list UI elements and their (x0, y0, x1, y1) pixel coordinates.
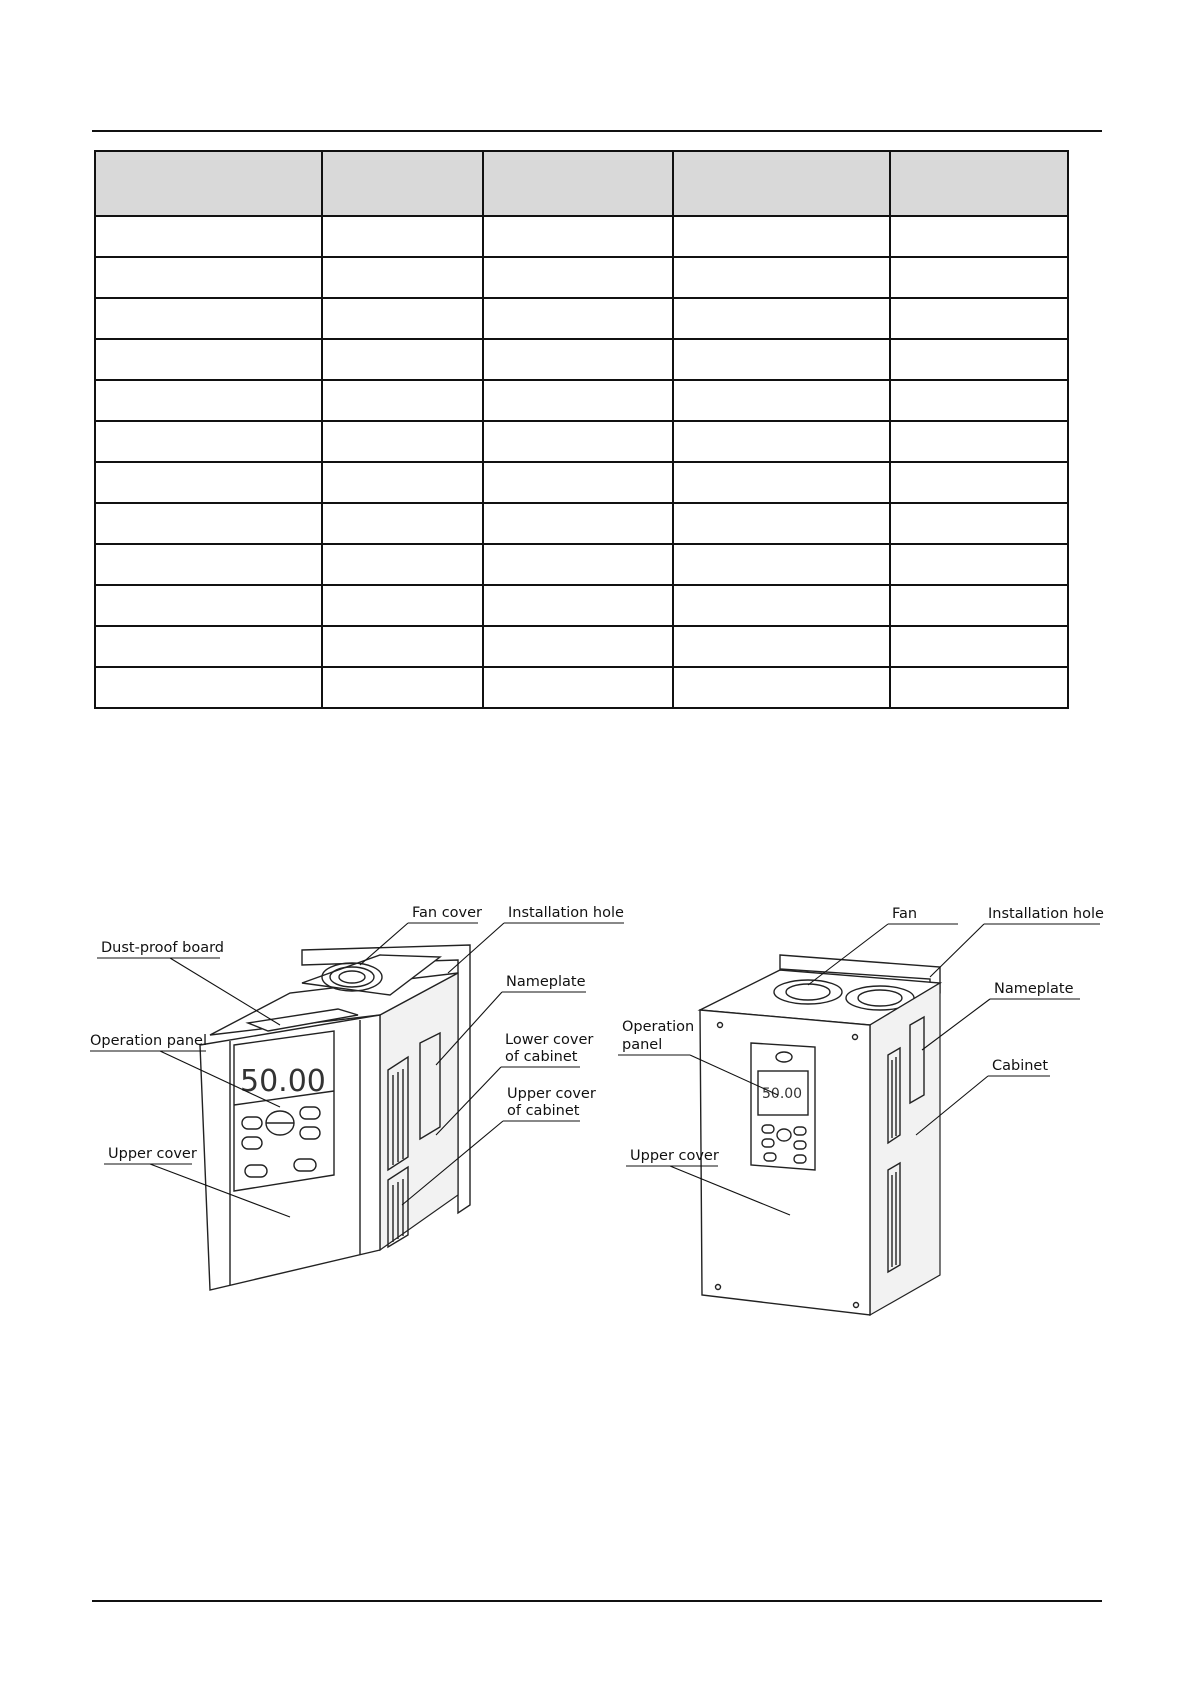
table-row (95, 421, 1068, 462)
table-cell (673, 380, 890, 421)
table-cell (483, 298, 673, 339)
table-cell (673, 544, 890, 585)
table-cell (322, 339, 483, 380)
table-header-cell (890, 151, 1068, 216)
table-cell (95, 544, 322, 585)
left-display-value: 50.00 (240, 1064, 326, 1099)
table-cell (483, 503, 673, 544)
table-cell (95, 339, 322, 380)
table-cell (95, 626, 322, 667)
table-cell (322, 257, 483, 298)
table-cell (673, 626, 890, 667)
table-cell (322, 421, 483, 462)
table-cell (483, 462, 673, 503)
footer-rule (92, 1600, 1102, 1602)
table-cell (322, 298, 483, 339)
table-cell (890, 421, 1068, 462)
right-inverter-drawing (700, 955, 940, 1315)
table-cell (95, 216, 322, 257)
right-display-value: 50.00 (762, 1086, 803, 1102)
label-dust-proof-board: Dust-proof board (101, 940, 225, 956)
label-upper-cover-left: Upper cover (108, 1146, 197, 1162)
label-cabinet: Cabinet (992, 1058, 1049, 1074)
label-nameplate-left: Nameplate (506, 974, 586, 990)
table-cell (322, 585, 483, 626)
table-row (95, 380, 1068, 421)
table-row (95, 544, 1068, 585)
table-row (95, 298, 1068, 339)
table-cell (322, 544, 483, 585)
table-cell (890, 380, 1068, 421)
label-installation-hole-left: Installation hole (508, 905, 624, 921)
table-cell (673, 462, 890, 503)
table-cell (673, 421, 890, 462)
label-upper-cover-cabinet-line1: Upper cover (507, 1086, 596, 1102)
table-cell (95, 462, 322, 503)
table-cell (483, 216, 673, 257)
table-cell (483, 667, 673, 708)
table-row (95, 339, 1068, 380)
table-row (95, 216, 1068, 257)
table-cell (95, 667, 322, 708)
table-cell (890, 339, 1068, 380)
table-cell (673, 585, 890, 626)
table-cell (322, 503, 483, 544)
table-cell (673, 298, 890, 339)
table-cell (95, 257, 322, 298)
table-cell (95, 380, 322, 421)
table-cell (890, 298, 1068, 339)
table-cell (95, 585, 322, 626)
table-row (95, 626, 1068, 667)
table-cell (890, 626, 1068, 667)
table-cell (890, 544, 1068, 585)
spec-table (94, 150, 1069, 709)
table-cell (673, 216, 890, 257)
table-header-cell (322, 151, 483, 216)
label-lower-cover-line1: Lower cover (505, 1032, 594, 1048)
table-cell (322, 462, 483, 503)
table-cell (483, 626, 673, 667)
table-body (95, 216, 1068, 708)
table-header-cell (673, 151, 890, 216)
table-row (95, 462, 1068, 503)
table-row (95, 503, 1068, 544)
table-cell (95, 421, 322, 462)
table-cell (483, 257, 673, 298)
table-row (95, 585, 1068, 626)
table-cell (322, 380, 483, 421)
left-inverter-drawing (200, 945, 470, 1290)
table-row (95, 667, 1068, 708)
table-cell (483, 421, 673, 462)
label-operation-panel-right-line2: panel (622, 1037, 663, 1053)
table-cell (322, 626, 483, 667)
table-cell (483, 544, 673, 585)
table-cell (673, 339, 890, 380)
table-cell (890, 667, 1068, 708)
label-operation-panel-left: Operation panel (90, 1033, 207, 1049)
label-upper-cover-right: Upper cover (630, 1148, 719, 1164)
table-cell (483, 339, 673, 380)
table-header-row (95, 151, 1068, 216)
table-cell (673, 667, 890, 708)
table-cell (673, 503, 890, 544)
table-cell (890, 462, 1068, 503)
table-row (95, 257, 1068, 298)
table-cell (95, 503, 322, 544)
table-cell (483, 585, 673, 626)
inverter-structure-figure (90, 895, 1105, 1325)
table-header-cell (483, 151, 673, 216)
label-fan-cover: Fan cover (412, 905, 483, 921)
label-nameplate-right: Nameplate (994, 981, 1074, 997)
label-upper-cover-cabinet-line2: of cabinet (507, 1103, 580, 1119)
table-cell (322, 216, 483, 257)
table-cell (890, 257, 1068, 298)
table-cell (322, 667, 483, 708)
table-cell (890, 585, 1068, 626)
table-header-cell (95, 151, 322, 216)
label-lower-cover-line2: of cabinet (505, 1049, 578, 1065)
table-cell (483, 380, 673, 421)
label-fan: Fan (892, 906, 918, 922)
table-cell (673, 257, 890, 298)
table-cell (95, 298, 322, 339)
label-operation-panel-right-line1: Operation (622, 1019, 695, 1035)
figure-drawing (90, 895, 1105, 1325)
table-cell (890, 503, 1068, 544)
label-installation-hole-right: Installation hole (988, 906, 1104, 922)
header-rule (92, 130, 1102, 132)
table-cell (890, 216, 1068, 257)
